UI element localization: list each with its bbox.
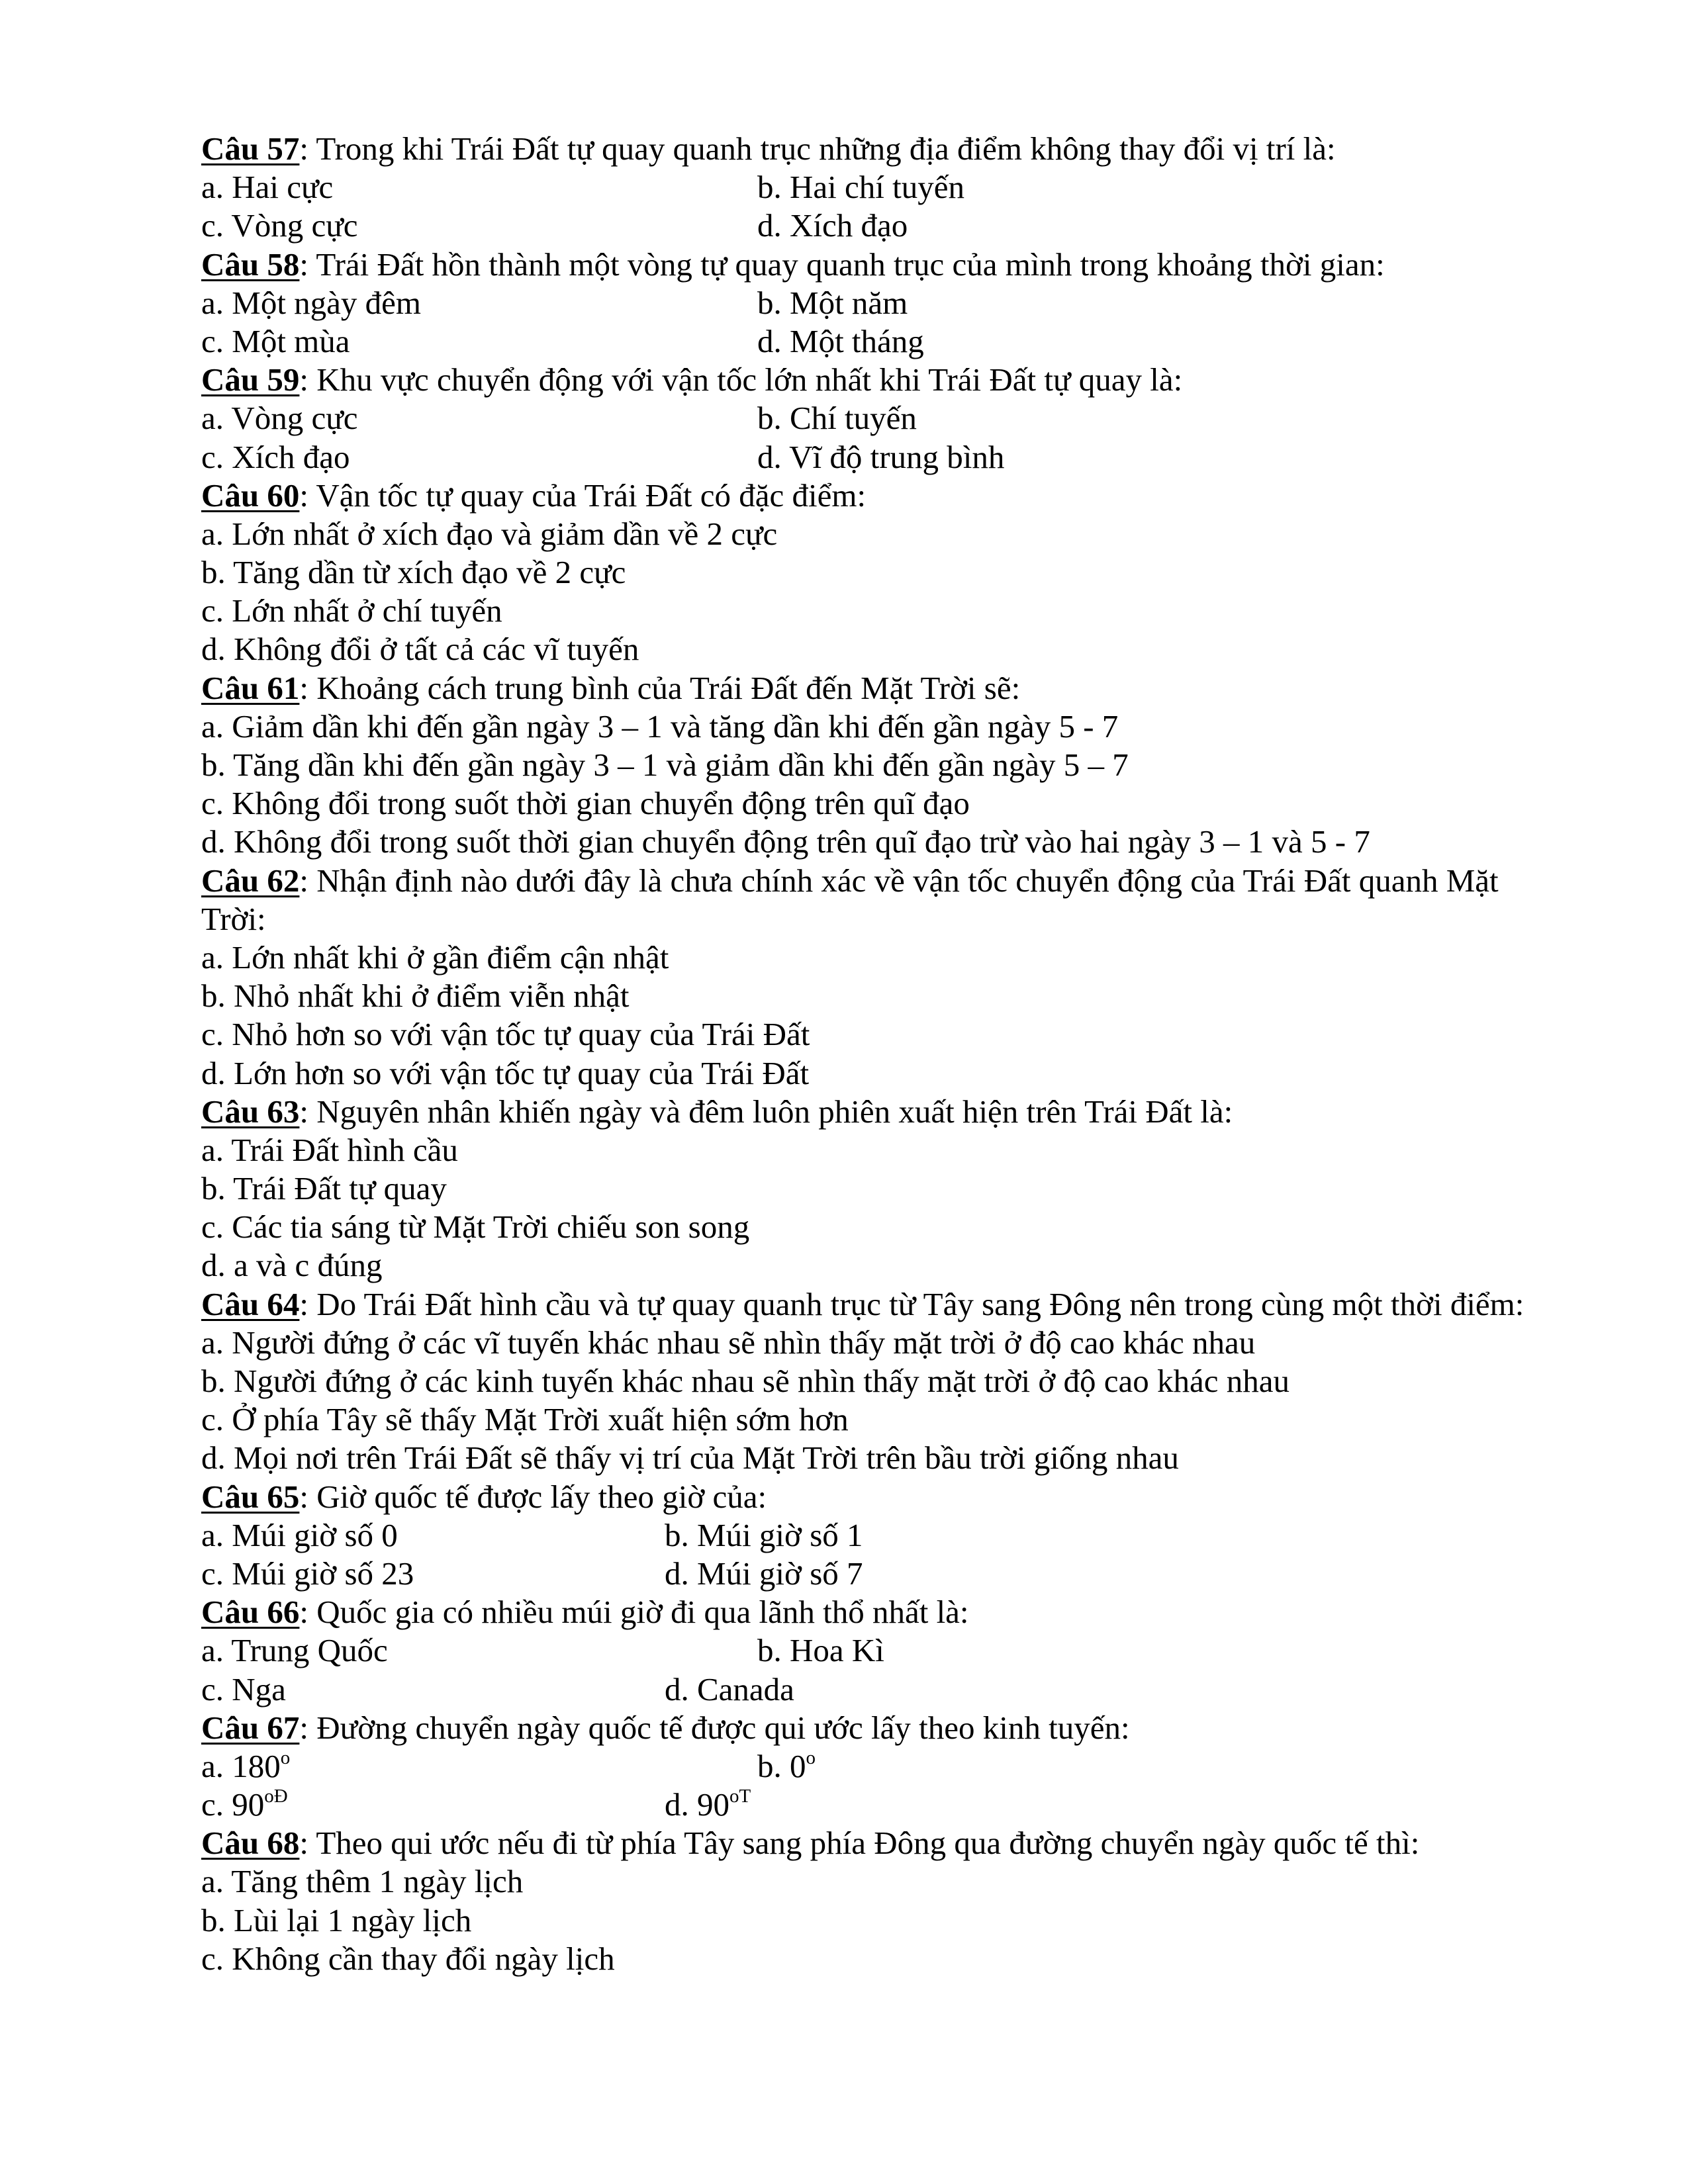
- option-text: d. 90: [665, 1786, 729, 1823]
- option-d: d. Lớn hơn so với vận tốc tự quay của Trái Đất: [201, 1054, 810, 1091]
- option-d: d. Không đổi trong suốt thời gian chuyển động trên quĩ đạo trừ vào hai ngày 3 – 1 và 5 - 7: [201, 823, 1370, 860]
- option-row: [201, 1670, 1525, 1709]
- option-c: c. Không cần thay đổi ngày lịch: [201, 1940, 615, 1977]
- question-label: Câu 67: [201, 1709, 300, 1746]
- option-b: b. Hoa Kì: [757, 1632, 884, 1669]
- question-57: [201, 130, 1525, 168]
- option-b: b. Trái Đất tự quay: [201, 1170, 447, 1207]
- option-row: [201, 322, 1525, 361]
- option-b: b. Lùi lại 1 ngày lịch: [201, 1901, 472, 1938]
- question-label: Câu 62: [201, 862, 300, 899]
- option-c: c. Lớn nhất ở chí tuyến: [201, 592, 502, 629]
- option-b: b. Tăng dần khi đến gần ngày 3 – 1 và giảm dần khi đến gần ngày 5 – 7: [201, 747, 1129, 783]
- option-a: a. Lớn nhất ở xích đạo và giảm dần về 2 cực: [201, 515, 778, 552]
- option-a: a. Vòng cực: [201, 400, 358, 437]
- option-d: d. Múi giờ số 7: [665, 1555, 863, 1592]
- question-64: [201, 1285, 1525, 1324]
- option-c: c. Nga: [201, 1670, 286, 1707]
- option-row: [201, 206, 1525, 245]
- question-text: : Đường chuyển ngày quốc tế được qui ước lấy theo kinh tuyến:: [299, 1709, 1130, 1746]
- option-a: [201, 1747, 757, 1786]
- question-label: Câu 64: [201, 1285, 300, 1322]
- option-text: b. 0: [757, 1747, 806, 1784]
- option-a: a. Người đứng ở các vĩ tuyến khác nhau sẽ nhìn thấy mặt trời ở độ cao khác nhau: [201, 1324, 1256, 1361]
- question-63: [201, 1093, 1525, 1131]
- option-b: b. Người đứng ở các kinh tuyến khác nhau sẽ nhìn thấy mặt trời ở độ cao khác nhau: [201, 1363, 1290, 1400]
- option-d: d. Không đổi ở tất cả các vĩ tuyến: [201, 631, 639, 668]
- question-68: [201, 1824, 1525, 1862]
- question-text: : Vận tốc tự quay của Trái Đất có đặc điểm:: [299, 477, 867, 514]
- question-61: [201, 669, 1525, 707]
- option-c: c. Múi giờ số 23: [201, 1555, 414, 1592]
- question-67: [201, 1709, 1525, 1747]
- question-text: : Theo qui ước nếu đi từ phía Tây sang phía Đông qua đường chuyển ngày quốc tế thì:: [299, 1825, 1420, 1862]
- question-text: : Khu vực chuyển động với vận tốc lớn nhất khi Trái Đất tự quay là:: [299, 361, 1183, 398]
- option-row: [201, 1516, 1525, 1555]
- option-row: [201, 1786, 1525, 1824]
- option-b: b. Múi giờ số 1: [665, 1516, 863, 1553]
- option-row: [201, 438, 1525, 477]
- option-c: c. Các tia sáng từ Mặt Trời chiếu son song: [201, 1208, 750, 1246]
- option-row: [201, 168, 1525, 206]
- option-a: a. Trái Đất hình cầu: [201, 1131, 458, 1168]
- question-66: [201, 1593, 1525, 1631]
- question-59: [201, 361, 1525, 399]
- option-c: c. Ở phía Tây sẽ thấy Mặt Trời xuất hiện sớm hơn: [201, 1401, 849, 1438]
- option-c: c. Không đổi trong suốt thời gian chuyển động trên quĩ đạo: [201, 785, 970, 822]
- question-60: [201, 477, 1525, 515]
- option-d: d. Một tháng: [757, 322, 924, 359]
- question-text: : Nhận định nào dưới đây là chưa chính xác về vận tốc chuyển động của Trái Đất quanh Mặt Trời:: [201, 862, 1499, 937]
- option-a: a. Múi giờ số 0: [201, 1516, 398, 1553]
- option-d: d. Vĩ độ trung bình: [757, 438, 1005, 475]
- degree-superscript: o: [280, 1747, 291, 1768]
- option-a: a. Hai cực: [201, 169, 334, 206]
- question-label: Câu 60: [201, 477, 300, 514]
- question-label: Câu 57: [201, 130, 300, 167]
- question-label: Câu 58: [201, 246, 300, 283]
- question-text: : Trong khi Trái Đất tự quay quanh trục những địa điểm không thay đổi vị trí là:: [299, 130, 1336, 167]
- option-row: [201, 399, 1525, 437]
- question-65: [201, 1478, 1525, 1516]
- option-row: [201, 284, 1525, 322]
- question-58: [201, 246, 1525, 284]
- option-text: a. 180: [201, 1747, 281, 1784]
- question-text: : Nguyên nhân khiến ngày và đêm luôn phiên xuất hiện trên Trái Đất là:: [299, 1093, 1233, 1130]
- question-label: Câu 63: [201, 1093, 300, 1130]
- option-a: a. Trung Quốc: [201, 1632, 388, 1669]
- option-b: b. Nhỏ nhất khi ở điểm viễn nhật: [201, 978, 630, 1015]
- option-a: a. Lớn nhất khi ở gần điểm cận nhật: [201, 938, 669, 976]
- question-text: : Do Trái Đất hình cầu và tự quay quanh trục từ Tây sang Đông nên trong cùng một thời điểm:: [299, 1285, 1524, 1322]
- option-b: b. Chí tuyến: [757, 400, 917, 437]
- question-text: : Quốc gia có nhiều múi giờ đi qua lãnh thổ nhất là:: [299, 1594, 969, 1631]
- option-b: b. Hai chí tuyến: [757, 169, 964, 206]
- degree-superscript: o: [806, 1747, 816, 1768]
- option-row: [201, 1555, 1525, 1593]
- option-b: [757, 1747, 816, 1786]
- degree-superscript: oT: [729, 1786, 751, 1807]
- option-b: b. Tăng dần từ xích đạo về 2 cực: [201, 554, 626, 591]
- question-62: [201, 862, 1525, 938]
- option-c: c. Xích đạo: [201, 438, 350, 475]
- question-label: Câu 65: [201, 1478, 300, 1515]
- question-list: [201, 130, 1525, 1978]
- question-text: : Khoảng cách trung bình của Trái Đất đến Mặt Trời sẽ:: [299, 669, 1021, 706]
- option-a: a. Một ngày đêm: [201, 284, 422, 321]
- option-c: c. Nhỏ hơn so với vận tốc tự quay của Trái Đất: [201, 1016, 810, 1053]
- option-d: d. Xích đạo: [757, 207, 908, 244]
- option-row: [201, 1631, 1525, 1670]
- question-label: Câu 61: [201, 669, 300, 706]
- option-d: d. a và c đúng: [201, 1247, 383, 1284]
- option-row: [201, 1747, 1525, 1786]
- question-text: : Giờ quốc tế được lấy theo giờ của:: [299, 1478, 767, 1515]
- option-a: a. Giảm dần khi đến gần ngày 3 – 1 và tăng dần khi đến gần ngày 5 - 7: [201, 707, 1119, 745]
- question-text: : Trái Đất hồn thành một vòng tự quay quanh trục của mình trong khoảng thời gian:: [299, 246, 1385, 283]
- option-d: d. Mọi nơi trên Trái Đất sẽ thấy vị trí của Mặt Trời trên bầu trời giống nhau: [201, 1439, 1179, 1477]
- option-d: [665, 1786, 751, 1824]
- question-label: Câu 59: [201, 361, 300, 398]
- option-d: d. Canada: [665, 1670, 794, 1707]
- question-label: Câu 68: [201, 1825, 300, 1862]
- option-c: [201, 1786, 665, 1824]
- option-b: b. Một năm: [757, 284, 908, 321]
- option-text: c. 90: [201, 1786, 265, 1823]
- option-c: c. Một mùa: [201, 322, 350, 359]
- degree-superscript: oĐ: [264, 1786, 288, 1807]
- option-c: c. Vòng cực: [201, 207, 358, 244]
- option-a: a. Tăng thêm 1 ngày lịch: [201, 1863, 524, 1900]
- question-label: Câu 66: [201, 1594, 300, 1631]
